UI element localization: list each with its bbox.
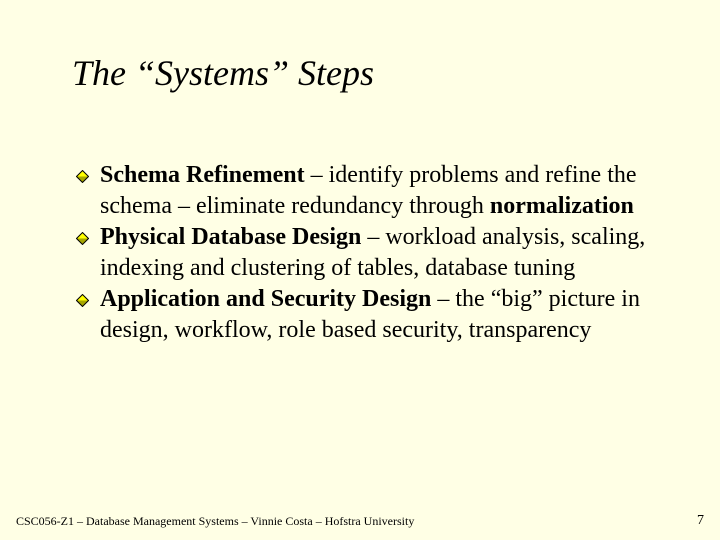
slide-title: The “Systems” Steps — [72, 53, 375, 93]
bullet-application-security-design — [72, 284, 682, 346]
bullet-text: – the “big” picture in design, workflow, role based security, transparency — [100, 286, 640, 343]
bullet-list — [72, 160, 682, 346]
bullet-term-normalization: normalization — [489, 193, 634, 219]
bullet-text: – workload analysis, scaling, indexing and clustering of tables, database tuning — [100, 224, 646, 281]
footer-text: CSC056-Z1 – Database Management Systems – Vinnie Costa – Hofstra University — [16, 514, 415, 528]
bullet-schema-refinement — [72, 160, 682, 222]
bullet-physical-database-design — [72, 222, 682, 284]
page-number: 7 — [697, 513, 704, 528]
diamond-icon — [76, 170, 89, 183]
bullet-text: – identify problems and refine the schema – eliminate redundancy through — [100, 162, 637, 219]
diamond-icon — [76, 232, 89, 245]
diamond-icon — [76, 294, 89, 307]
bullet-term: Application and Security Design — [100, 286, 432, 312]
bullet-term: Physical Database Design — [100, 224, 362, 250]
bullet-term: Schema Refinement — [100, 162, 305, 188]
